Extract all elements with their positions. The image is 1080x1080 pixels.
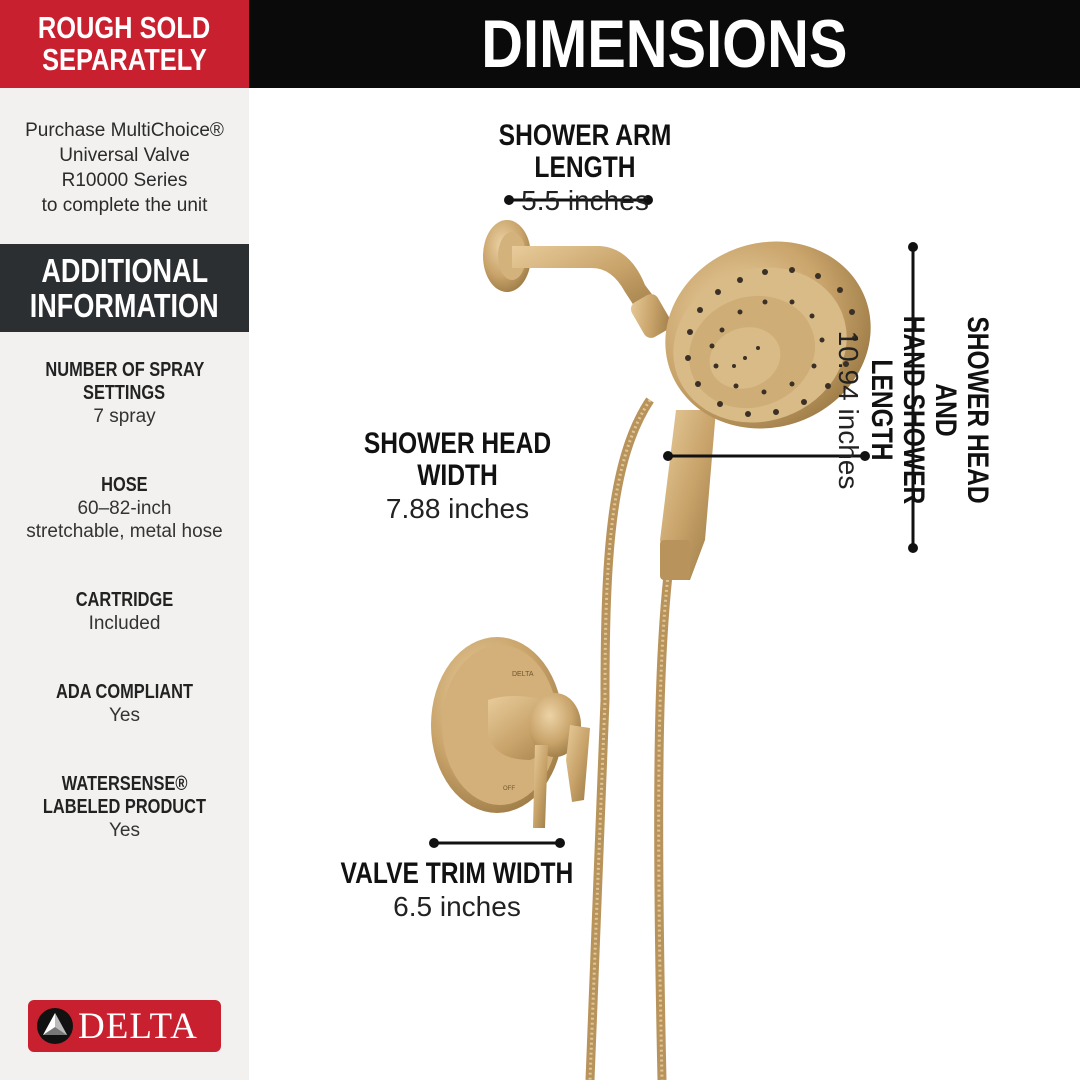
rough-banner-line-2: SEPARATELY: [42, 42, 207, 77]
additional-banner-line-1: ADDITIONAL: [41, 252, 208, 289]
spec-value: Yes: [109, 820, 140, 841]
additional-banner-line-2: INFORMATION: [30, 287, 219, 324]
spec-value: 7 spray: [93, 406, 156, 427]
callout-value: 5.5 inches: [521, 185, 649, 216]
purchase-line: to complete the unit: [41, 195, 208, 216]
purchase-line: R10000 Series: [61, 170, 188, 191]
trim-off-mark: OFF: [503, 786, 515, 792]
spec-value: 60–82-inch: [77, 498, 172, 519]
callout-value: 6.5 inches: [393, 891, 521, 922]
trim-brand-mark: DELTA: [512, 671, 534, 678]
spec-label: SETTINGS: [83, 382, 166, 404]
callout-shower-arm: [420, 120, 750, 218]
spec-value: stretchable, metal hose: [26, 521, 223, 542]
spec-label: LABELED PRODUCT: [42, 796, 207, 818]
rough-banner-line-1: ROUGH SOLD: [38, 10, 211, 45]
spec-label: WATERSENSE®: [61, 773, 188, 795]
hand-shower: [660, 410, 716, 580]
callout-valve-trim: [312, 858, 602, 924]
callout-label: SHOWER HEAD AND: [929, 316, 994, 504]
dimension-line-valve-trim: [429, 838, 565, 848]
spec-value: Yes: [109, 705, 140, 726]
callout-value: 10.94 inches: [833, 330, 864, 490]
page-title: DIMENSIONS: [481, 6, 848, 82]
callout-head-width: [300, 428, 615, 526]
purchase-line: Universal Valve: [59, 145, 190, 166]
shower-arm: [483, 220, 674, 341]
spec-label: NUMBER OF SPRAY: [45, 359, 204, 381]
callout-label: VALVE TRIM WIDTH: [340, 857, 574, 890]
callout-head-length: [833, 260, 994, 560]
spec-label: HOSE: [101, 474, 148, 496]
callout-label: SHOWER HEAD WIDTH: [363, 427, 552, 492]
callout-label: SHOWER ARM LENGTH: [498, 119, 672, 184]
valve-trim: [431, 637, 590, 828]
callout-value: 7.88 inches: [385, 493, 530, 524]
callout-label: HAND SHOWER LENGTH: [865, 315, 930, 505]
purchase-line: Purchase MultiChoice®: [25, 120, 224, 141]
spec-value: Included: [88, 613, 161, 634]
spec-label: CARTRIDGE: [75, 589, 174, 611]
delta-wordmark: DELTA: [78, 1005, 198, 1047]
spec-label: ADA COMPLIANT: [56, 681, 193, 703]
